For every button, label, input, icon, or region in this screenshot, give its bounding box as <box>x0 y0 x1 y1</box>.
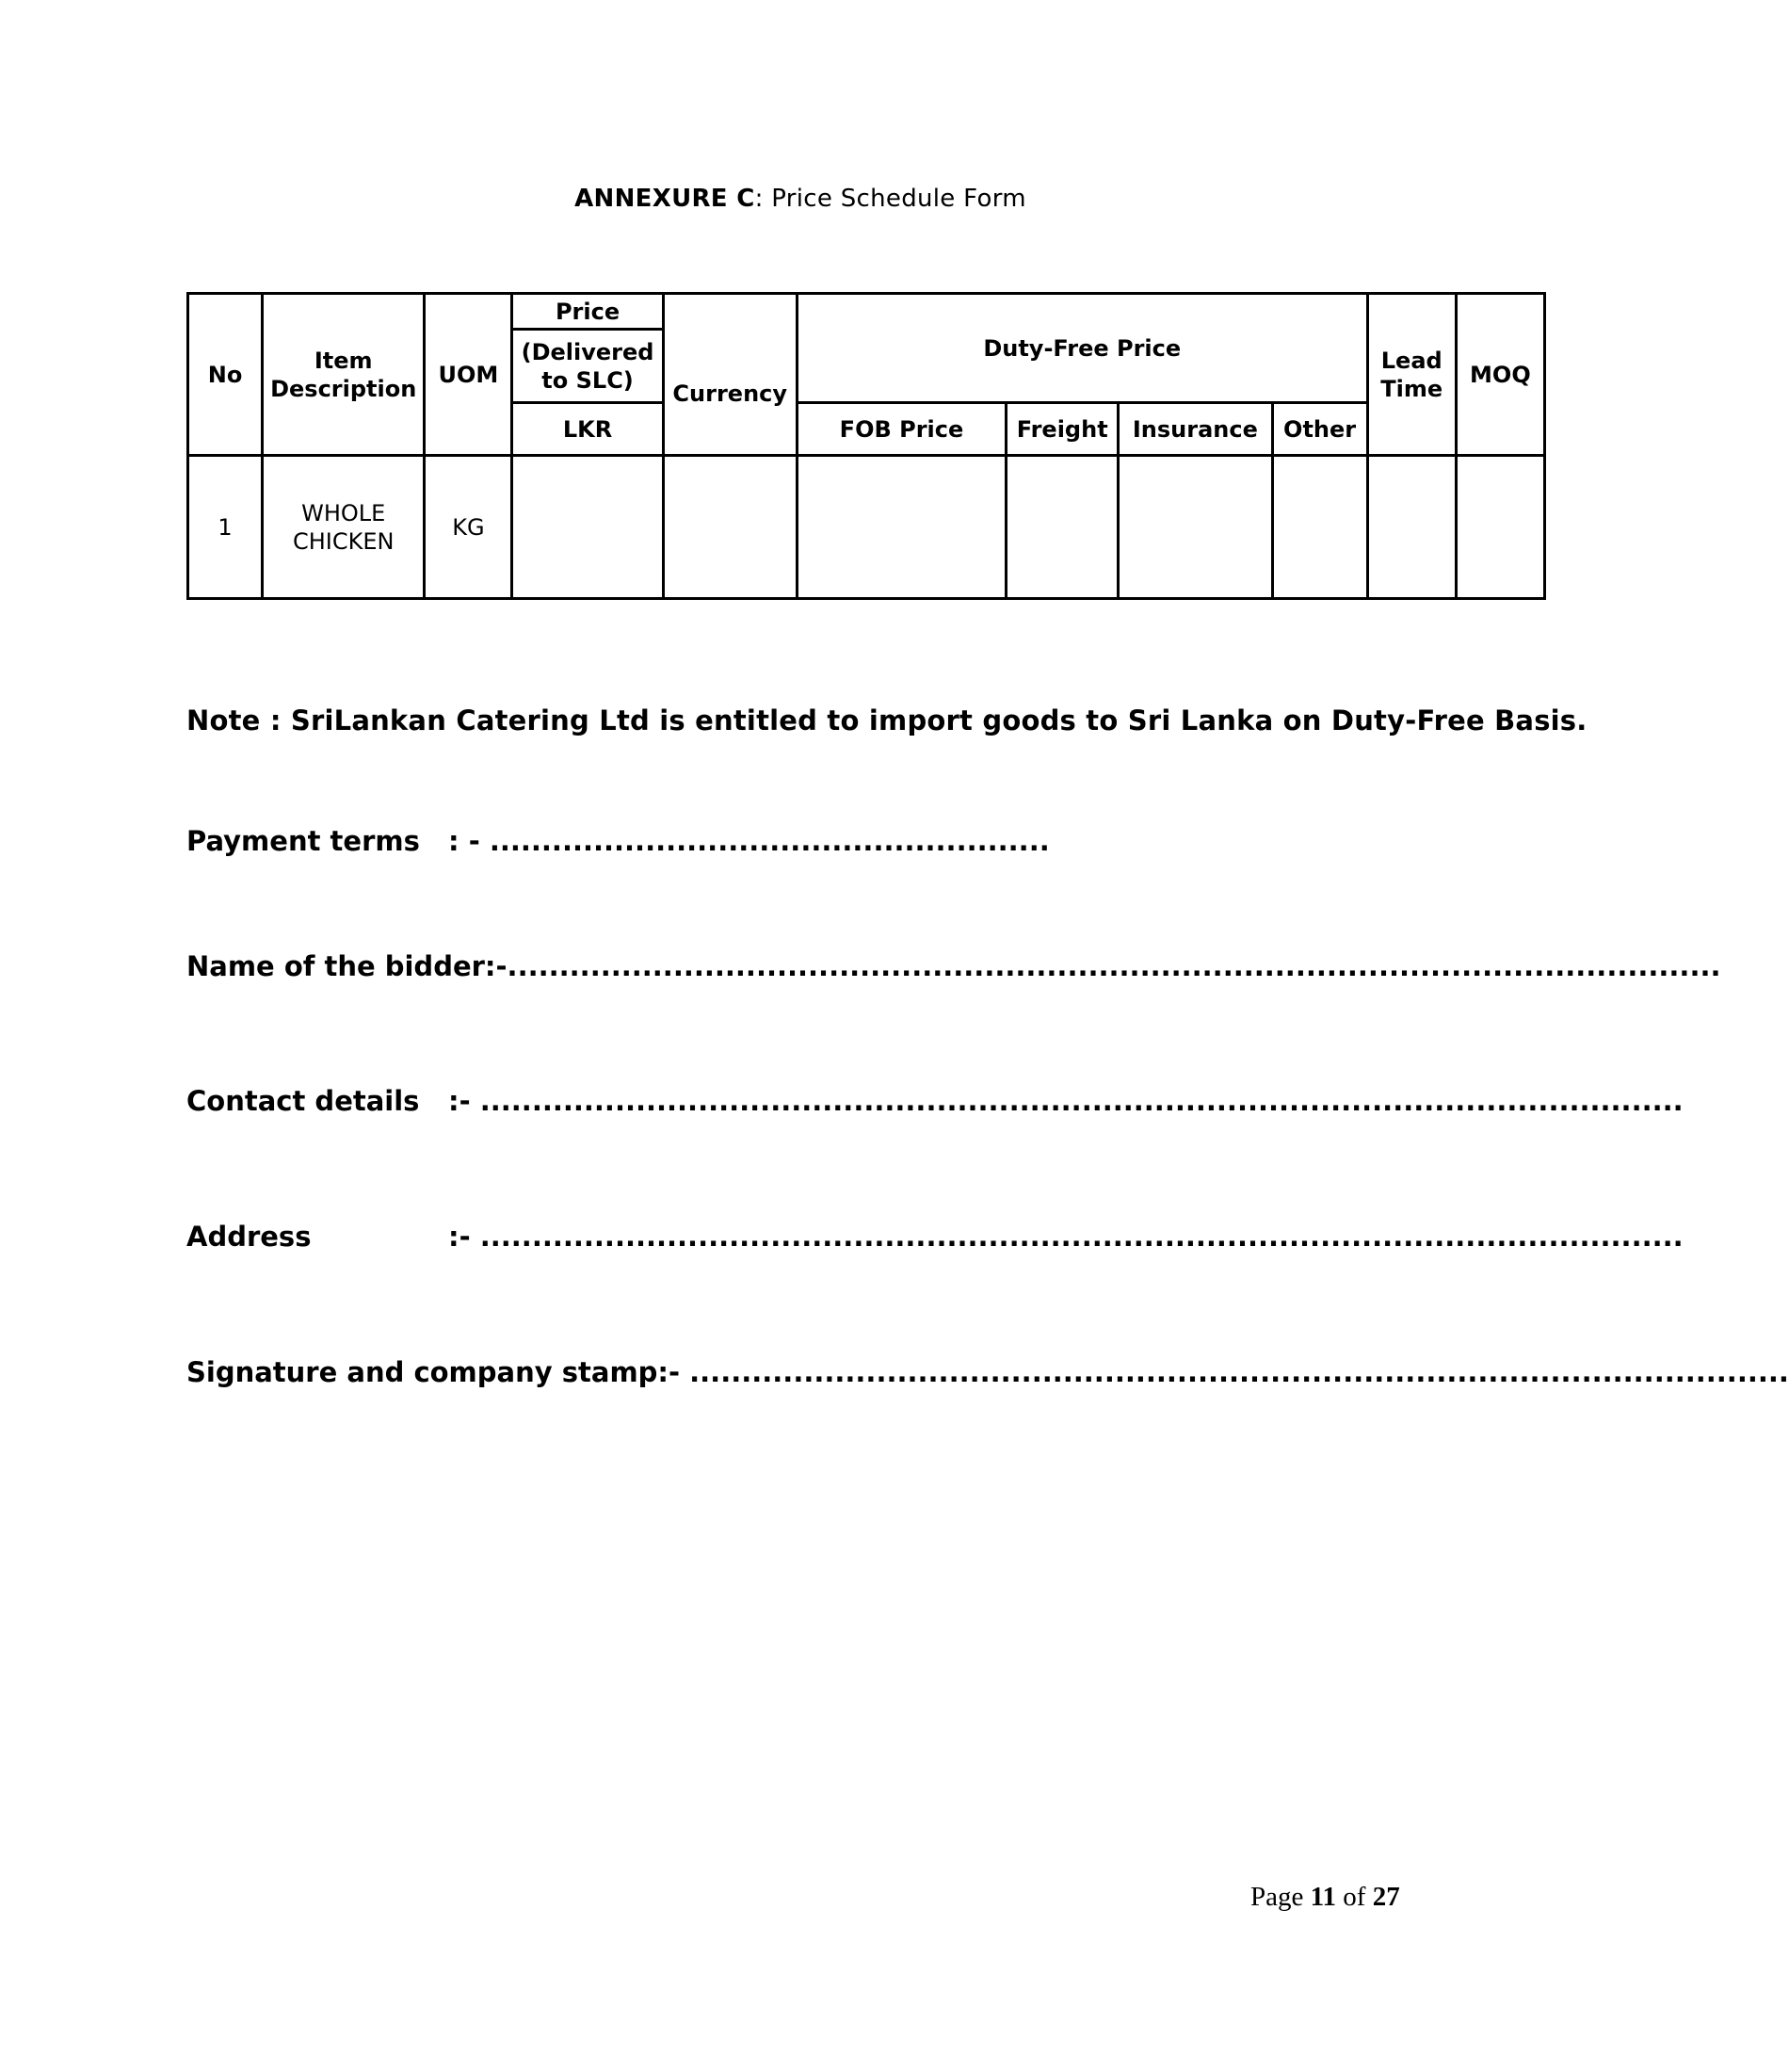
signature-label: Signature and company stamp <box>186 1356 658 1388</box>
contact-details-field <box>186 1085 1684 1117</box>
header-fob-price: FOB Price <box>797 403 1006 456</box>
contact-details-input-line[interactable]: :- .................................................................................................................... <box>448 1085 1684 1117</box>
header-freight: Freight <box>1007 403 1119 456</box>
current-page: 11 <box>1310 1882 1337 1912</box>
header-lead-time: Lead Time <box>1367 294 1456 456</box>
header-uom: UOM <box>425 294 512 456</box>
header-currency: Currency <box>663 294 797 456</box>
page-title <box>0 185 1601 213</box>
cell-uom: KG <box>425 456 512 599</box>
price-schedule-table <box>186 292 1546 600</box>
duty-free-note: Note : SriLankan Catering Ltd is entitled to import goods to Sri Lanka on Duty-Free Basis. <box>186 704 1588 737</box>
cell-freight[interactable] <box>1007 456 1119 599</box>
header-delivered-to-slc: (Delivered to SLC) <box>512 330 663 403</box>
header-duty-free-price: Duty-Free Price <box>797 294 1367 403</box>
header-moq: MOQ <box>1456 294 1544 456</box>
payment-terms-field <box>186 825 1050 857</box>
header-lkr: LKR <box>512 403 663 456</box>
bidder-name-input-line[interactable]: :-..................................................................................................................... <box>484 950 1721 982</box>
cell-moq[interactable] <box>1456 456 1544 599</box>
header-item-description: Item Description <box>263 294 425 456</box>
header-insurance: Insurance <box>1119 403 1272 456</box>
address-input-line[interactable]: :- .................................................................................................................... <box>448 1221 1684 1253</box>
address-field <box>186 1221 1684 1253</box>
cell-currency[interactable] <box>663 456 797 599</box>
signature-field <box>186 1356 1789 1388</box>
cell-insurance[interactable] <box>1119 456 1272 599</box>
total-pages: 27 <box>1372 1882 1400 1912</box>
payment-terms-label: Payment terms <box>186 825 420 857</box>
annexure-label: ANNEXURE C <box>574 185 755 213</box>
cell-no: 1 <box>188 456 263 599</box>
bidder-name-field <box>186 950 1721 982</box>
cell-item-description: WHOLE CHICKEN <box>263 456 425 599</box>
payment-terms-input-line[interactable]: : - ...................................................... <box>448 825 1050 857</box>
bidder-name-label: Name of the bidder <box>186 950 485 982</box>
header-price: Price <box>512 294 663 330</box>
header-no: No <box>188 294 263 456</box>
signature-input-line[interactable]: :- .......................................................................................................... <box>657 1356 1789 1388</box>
cell-price-lkr[interactable] <box>512 456 663 599</box>
page-number: Page 11 of 27 <box>1250 1882 1400 1912</box>
header-other: Other <box>1272 403 1367 456</box>
address-label: Address <box>186 1221 312 1253</box>
cell-other[interactable] <box>1272 456 1367 599</box>
cell-lead-time[interactable] <box>1367 456 1456 599</box>
contact-details-label: Contact details <box>186 1085 420 1117</box>
form-title: : Price Schedule Form <box>754 185 1026 213</box>
cell-fob-price[interactable] <box>797 456 1006 599</box>
table-row <box>188 456 1545 599</box>
